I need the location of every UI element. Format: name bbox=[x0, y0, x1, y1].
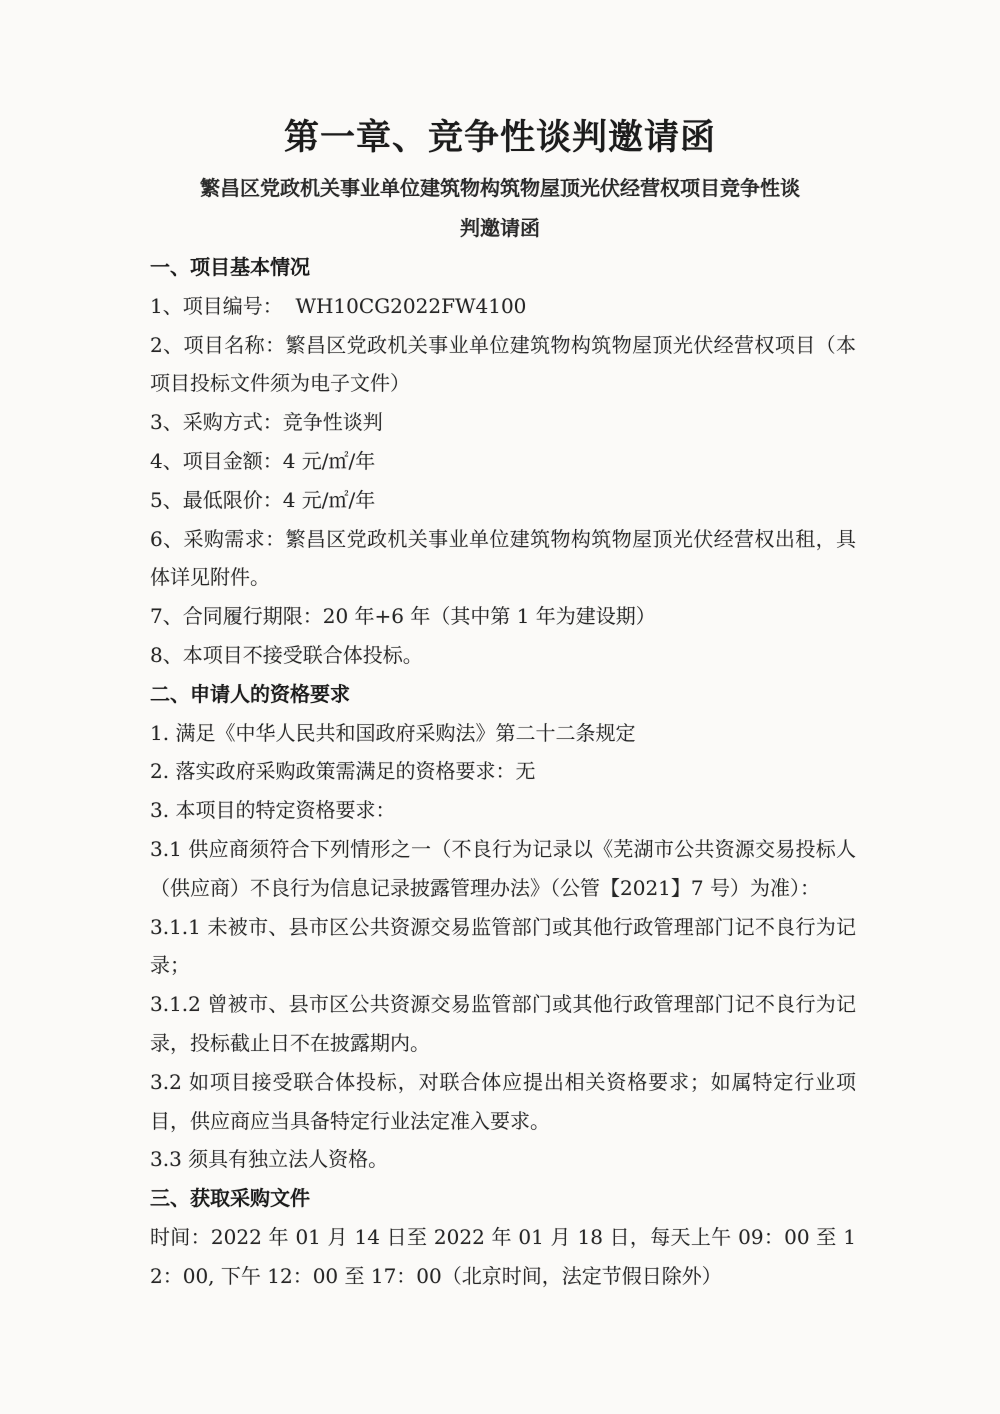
para-qualification-law: 1. 满足《中华人民共和国政府采购法》第二十二条规定 bbox=[150, 720, 636, 745]
para-project-amount: 4、项目金额：4 元/㎡/年 bbox=[150, 448, 376, 473]
para-qualification-3-2: 3.2 如项目接受联合体投标，对联合体应提出相关资格要求；如属特定行业项目，供应商应当具备特定行业法定准入要求。 bbox=[150, 1069, 856, 1133]
para-project-number: 1、项目编号： WH10CG2022FW4100 bbox=[150, 293, 527, 318]
para-document-obtain-time: 时间：2022 年 01 月 14 日至 2022 年 01 月 18 日，每天上午 09：00 至 12：00, 下午 12：00 至 17：00（北京时间，法定节假日除外） bbox=[150, 1224, 856, 1288]
section-heading-basic-info: 一、项目基本情况 bbox=[150, 255, 310, 279]
para-no-consortium-bid: 8、本项目不接受联合体投标。 bbox=[150, 642, 423, 667]
para-qualification-3-1-1: 3.1.1 未被市、县市区公共资源交易监管部门或其他行政管理部门记不良行为记录； bbox=[150, 914, 856, 978]
section-heading-obtain-documents: 三、获取采购文件 bbox=[150, 1186, 310, 1211]
para-procurement-method: 3、采购方式：竞争性谈判 bbox=[150, 410, 383, 435]
document-subtitle: 繁昌区党政机关事业单位建筑物构筑物屋顶光伏经营权项目竞争性谈判邀请函 bbox=[200, 176, 800, 240]
para-qualification-policy: 2. 落实政府采购政策需满足的资格要求：无 bbox=[150, 759, 536, 784]
section-heading-qualification-requirements: 二、申请人的资格要求 bbox=[150, 681, 350, 706]
para-qualification-3-3: 3.3 须具有独立法人资格。 bbox=[150, 1147, 389, 1172]
para-minimum-price: 5、最低限价：4 元/㎡/年 bbox=[150, 487, 376, 512]
para-qualification-3-1: 3.1 供应商须符合下列情形之一（不良行为记录以《芜湖市公共资源交易投标人（供应商）不良行为信息记录披露管理办法》（公管【2021】7 号）为准）： bbox=[150, 836, 856, 900]
para-contract-term: 7、合同履行期限：20 年+6 年（其中第 1 年为建设期） bbox=[150, 604, 656, 629]
para-procurement-demand: 6、采购需求：繁昌区党政机关事业单位建筑物构筑物屋顶光伏经营权出租，具体详见附件。 bbox=[150, 526, 856, 590]
chapter-title: 第一章、竞争性谈判邀请函 bbox=[283, 118, 716, 158]
para-qualification-3-1-2: 3.1.2 曾被市、县市区公共资源交易监管部门或其他行政管理部门记不良行为记录，投标截止日不在披露期内。 bbox=[150, 992, 856, 1055]
document-body bbox=[150, 248, 856, 1296]
para-qualification-specific: 3. 本项目的特定资格要求： bbox=[150, 798, 396, 823]
para-project-name: 2、项目名称：繁昌区党政机关事业单位建筑物构筑物屋顶光伏经营权项目（本项目投标文件须为电子文件） bbox=[150, 332, 856, 396]
